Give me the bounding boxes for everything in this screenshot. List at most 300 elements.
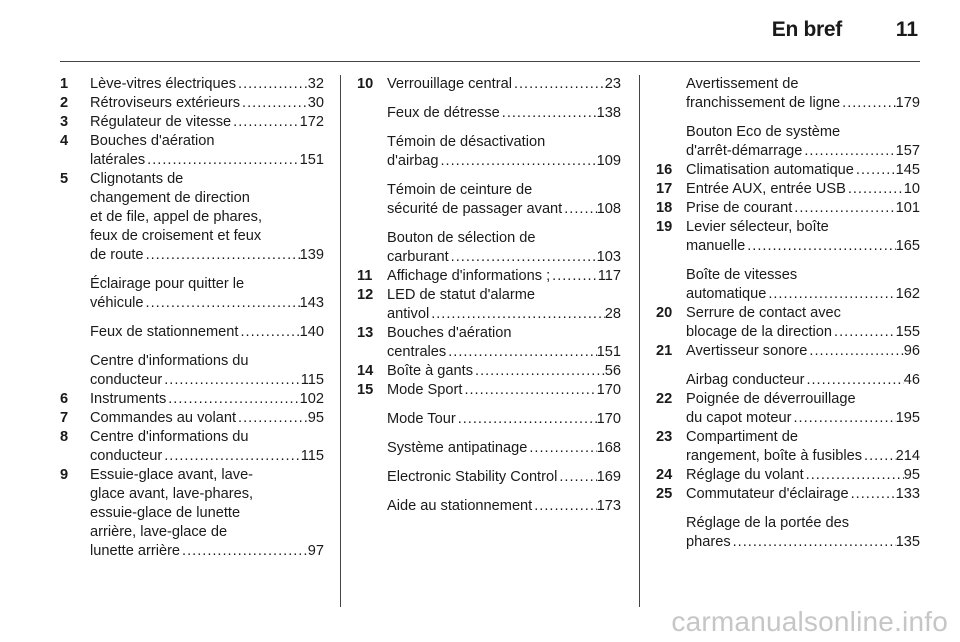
index-entry [656,390,920,428]
entry-number: 23 [656,429,673,445]
entry-leader-line [686,409,920,428]
entry-spacer [357,400,621,410]
dot-leader [144,294,300,313]
entry-body [387,181,621,219]
page-reference: 10 [903,181,920,197]
page-reference: 28 [604,306,621,322]
entry-text-line: Verrouillage central [387,76,512,92]
watermark: carmanualsonline.info [671,606,948,637]
entry-text-line: latérales [90,152,146,168]
column-divider [639,75,640,607]
index-entry [656,266,920,304]
page-reference: 97 [307,543,324,559]
dot-leader [236,409,308,428]
entry-leader-line [90,409,324,428]
entry-body [90,170,324,265]
dot-leader [849,485,896,504]
entry-text-line: Bouches d'aération [90,133,215,149]
entry-number: 3 [60,114,69,130]
index-entry [656,485,920,504]
entry-text-line: franchissement de ligne [686,95,841,111]
entry-text-line: Poignée de déverrouillage [686,391,856,407]
page-reference: 32 [307,76,324,92]
index-entry [357,497,621,516]
dot-leader [862,447,896,466]
entry-leader-line [686,485,920,504]
dot-leader [144,246,300,265]
index-entry [656,428,920,466]
entry-text-line: du capot moteur [686,410,792,426]
entry-leader-line [90,294,324,313]
entry-text-line: Clignotants de [90,171,184,187]
entry-text-line: manuelle [686,238,746,254]
page-header [0,0,960,64]
index-entry [60,75,324,94]
page-reference: 117 [597,268,621,284]
dot-leader [804,371,903,390]
entry-number: 12 [357,287,374,303]
page-reference: 23 [604,76,621,92]
page-reference: 95 [307,410,324,426]
index-entry [357,75,621,94]
entry-text-line: centrales [387,344,447,360]
entry-text-line: arrière, lave-glace de [90,524,228,540]
index-entry [60,132,324,170]
entry-body [686,514,920,552]
entry-text-line: antivol [387,306,430,322]
index-entry [60,428,324,466]
entry-leader-line [686,142,920,161]
entry-text-line: sécurité de passager avant [387,201,563,217]
entry-text-line: Entrée AUX, entrée USB [686,181,846,197]
entry-text-line: Aide au stationnement [387,498,533,514]
entry-text-line: Climatisation automatique [686,162,854,178]
entry-text-line: Airbag conducteur [686,372,805,388]
entry-text-line: Boîte de vitesses [686,267,798,283]
dot-leader [832,323,896,342]
entry-body [387,267,621,286]
entry-leader-line [387,305,621,324]
dot-leader [532,497,596,516]
index-entry [656,514,920,552]
entry-leader-line [387,152,621,171]
entry-body [686,180,920,199]
dot-leader [500,104,597,123]
column-divider [340,75,341,607]
dot-leader [473,362,605,381]
entry-leader-line [387,343,621,362]
page-reference: 195 [895,410,920,426]
entry-leader-line [686,237,920,256]
entry-body [90,409,324,428]
index-entry [656,199,920,218]
entry-text-line: de route [90,247,144,263]
entry-body [90,428,324,466]
dot-leader [166,390,299,409]
entry-text-line: Commutateur d'éclairage [686,486,849,502]
entry-leader-line [387,410,621,429]
entry-text-line: Affichage d'informations ; [387,268,551,284]
index-entry [60,275,324,313]
index-entry [656,75,920,113]
entry-body [90,132,324,170]
entry-leader-line [90,246,324,265]
entry-text-line: glace avant, lave-phares, [90,486,254,502]
entry-text-line: Lève-vitres électriques [90,76,237,92]
entry-body [686,123,920,161]
index-entry [357,410,621,429]
entry-number: 18 [656,200,673,216]
page-reference: 155 [895,324,920,340]
entry-text-line: rangement, boîte à fusibles [686,448,863,464]
page-reference: 30 [307,95,324,111]
page-reference: 145 [895,162,920,178]
entry-number: 7 [60,410,69,426]
entry-leader-line [686,323,920,342]
dot-leader [145,151,299,170]
entry-spacer [357,171,621,181]
entry-text-line: d'airbag [387,153,439,169]
entry-body [90,94,324,113]
dot-leader [462,381,596,400]
page-reference: 102 [299,391,324,407]
index-column-1 [60,75,324,561]
entry-leader-line [90,323,324,342]
entry-body [387,381,621,400]
dot-leader [238,323,299,342]
index-entry [357,439,621,458]
index-entry [357,181,621,219]
index-entry [656,466,920,485]
dot-leader [802,142,895,161]
entry-spacer [656,361,920,371]
dot-leader [162,447,301,466]
index-entry [656,123,920,161]
entry-body [90,466,324,561]
entry-spacer [357,94,621,104]
entry-number: 22 [656,391,673,407]
entry-text-line: Electronic Stability Control [387,469,558,485]
entry-leader-line [387,267,621,286]
page-reference: 143 [299,295,324,311]
page-reference: 96 [903,343,920,359]
page-reference: 214 [895,448,920,464]
page-reference: 170 [596,382,621,398]
page-reference: 162 [895,286,920,302]
entry-body [686,466,920,485]
page-title: En bref [771,18,842,41]
entry-body [387,133,621,171]
entry-body [387,362,621,381]
entry-number: 25 [656,486,673,502]
entry-leader-line [387,439,621,458]
entry-text-line: Mode Tour [387,411,456,427]
page-reference: 109 [596,153,621,169]
entry-body [90,75,324,94]
entry-body [387,75,621,94]
entry-leader-line [387,75,621,94]
index-entry [656,218,920,256]
entry-leader-line [686,180,920,199]
dot-leader [854,161,896,180]
dot-leader [449,248,597,267]
entry-text-line: phares [686,534,731,550]
entry-body [387,104,621,123]
entry-text-line: véhicule [90,295,144,311]
entry-text-line: Avertisseur sonore [686,343,808,359]
entry-text-line: Bouton Eco de système [686,124,841,140]
entry-number: 4 [60,133,69,149]
entry-text-line: Réglage du volant [686,467,804,483]
index-entry [357,324,621,362]
entry-body [90,275,324,313]
entry-body [387,410,621,429]
entry-text-line: Prise de courant [686,200,793,216]
index-entry [60,390,324,409]
page-reference: 140 [299,324,324,340]
entry-text-line: Centre d'informations du [90,429,249,445]
entry-number: 20 [656,305,673,321]
page-reference: 151 [596,344,621,360]
entry-spacer [60,313,324,323]
entry-text-line: Avertissement de [686,76,799,92]
entry-leader-line [686,342,920,361]
dot-leader [512,75,605,94]
entry-number: 8 [60,429,69,445]
entry-text-line: Commandes au volant [90,410,237,426]
entry-spacer [60,265,324,275]
entry-text-line: conducteur [90,372,163,388]
dot-leader [527,439,596,458]
entry-body [90,323,324,342]
entry-leader-line [686,285,920,304]
index-entry [656,371,920,390]
index-entry [656,304,920,342]
entry-text-line: Boîte à gants [387,363,474,379]
entry-body [686,371,920,390]
entry-leader-line [90,94,324,113]
index-entry [357,133,621,171]
index-entry [357,229,621,267]
page-reference: 115 [300,448,324,464]
entry-text-line: lunette arrière [90,543,181,559]
entry-number: 15 [357,382,374,398]
entry-body [387,286,621,324]
entry-body [90,390,324,409]
entry-text-line: automatique [686,286,767,302]
dot-leader [456,410,597,429]
entry-leader-line [686,161,920,180]
index-column-3 [656,75,920,552]
entry-body [686,218,920,256]
entry-text-line: Essuie-glace avant, lave- [90,467,254,483]
entry-leader-line [686,371,920,390]
entry-number: 9 [60,467,69,483]
index-entry [357,381,621,400]
entry-text-line: blocage de la direction [686,324,833,340]
entry-body [686,304,920,342]
entry-body [686,485,920,504]
entry-number: 16 [656,162,673,178]
entry-body [686,428,920,466]
dot-leader [162,371,301,390]
dot-leader [840,94,896,113]
entry-spacer [60,342,324,352]
entry-leader-line [387,248,621,267]
entry-text-line: Éclairage pour quitter le [90,276,245,292]
entry-leader-line [90,390,324,409]
dot-leader [446,343,596,362]
dot-leader [231,113,299,132]
entry-leader-line [387,468,621,487]
entry-body [686,390,920,428]
entry-leader-line [90,151,324,170]
entry-number: 1 [60,76,69,92]
index-entry [656,342,920,361]
entry-text-line: changement de direction [90,190,250,206]
index-entry [60,94,324,113]
entry-text-line: Témoin de ceinture de [387,182,533,198]
entry-number: 17 [656,181,673,197]
entry-number: 21 [656,343,673,359]
entry-leader-line [90,75,324,94]
entry-text-line: carburant [387,249,449,265]
entry-text-line: Bouton de sélection de [387,230,536,246]
dot-leader [240,94,308,113]
entry-leader-line [90,371,324,390]
entry-spacer [656,113,920,123]
entry-leader-line [387,200,621,219]
entry-text-line: Réglage de la portée des [686,515,850,531]
index-entry [656,180,920,199]
entry-number: 11 [357,268,373,284]
entry-text-line: essuie-glace de lunette [90,505,241,521]
index-entry [60,409,324,428]
entry-leader-line [90,447,324,466]
index-entry [60,466,324,561]
entry-body [90,113,324,132]
index-entry [357,286,621,324]
entry-leader-line [686,447,920,466]
dot-leader [557,468,596,487]
entry-text-line: feux de croisement et feux [90,228,262,244]
entry-body [686,75,920,113]
entry-number: 19 [656,219,673,235]
dot-leader [807,342,903,361]
entry-text-line: et de file, appel de phares, [90,209,263,225]
entry-body [686,266,920,304]
entry-text-line: Régulateur de vitesse [90,114,232,130]
entry-body [387,497,621,516]
entry-leader-line [686,533,920,552]
entry-body [686,199,920,218]
entry-text-line: Témoin de désactivation [387,134,546,150]
entry-text-line: d'arrêt-démarrage [686,143,803,159]
entry-text-line: Feux de détresse [387,105,500,121]
page-reference: 179 [895,95,920,111]
page-reference: 135 [895,534,920,550]
entry-body [387,439,621,458]
entry-text-line: Feux de stationnement [90,324,239,340]
entry-body [387,324,621,362]
index-entry [60,352,324,390]
dot-leader [731,533,896,552]
dot-leader [846,180,904,199]
dot-leader [804,466,904,485]
entry-text-line: Instruments [90,391,167,407]
index-entry [60,113,324,132]
page-reference: 46 [903,372,920,388]
entry-text-line: Serrure de contact avec [686,305,841,321]
entry-text-line: conducteur [90,448,163,464]
page-reference: 56 [604,363,621,379]
page-reference: 101 [895,200,920,216]
entry-leader-line [387,104,621,123]
dot-leader [562,200,596,219]
dot-leader [438,152,596,171]
page-reference: 151 [299,152,324,168]
page-reference: 157 [895,143,920,159]
entry-leader-line [90,542,324,561]
dot-leader [550,267,598,286]
entry-leader-line [387,381,621,400]
dot-leader [429,305,605,324]
index-entry [357,267,621,286]
page-reference: 165 [895,238,920,254]
entry-spacer [357,458,621,468]
entry-spacer [656,256,920,266]
entry-body [387,229,621,267]
index-entry [60,170,324,265]
page-reference: 108 [596,201,621,217]
page-reference: 172 [299,114,324,130]
entry-leader-line [90,113,324,132]
dot-leader [180,542,308,561]
page-reference: 115 [300,372,324,388]
entry-text-line: Bouches d'aération [387,325,512,341]
index-entry [357,362,621,381]
page-number: 11 [895,18,918,41]
page-reference: 138 [596,105,621,121]
page-reference: 168 [596,440,621,456]
dot-leader [745,237,895,256]
entry-leader-line [387,362,621,381]
entry-number: 10 [357,76,374,92]
entry-body [686,342,920,361]
page-reference: 170 [596,411,621,427]
header-rule [60,61,920,62]
entry-spacer [656,504,920,514]
entry-leader-line [686,199,920,218]
index-entry [357,468,621,487]
dot-leader [791,409,895,428]
dot-leader [236,75,308,94]
entry-number: 2 [60,95,69,111]
index-entry [656,161,920,180]
page-reference: 139 [299,247,324,263]
page-reference: 173 [596,498,621,514]
page-reference: 95 [903,467,920,483]
entry-leader-line [686,466,920,485]
dot-leader [766,285,895,304]
entry-body [90,352,324,390]
entry-leader-line [686,94,920,113]
entry-spacer [357,487,621,497]
entry-text-line: Rétroviseurs extérieurs [90,95,241,111]
entry-number: 24 [656,467,673,483]
entry-text-line: Levier sélecteur, boîte [686,219,829,235]
entry-number: 13 [357,325,374,341]
